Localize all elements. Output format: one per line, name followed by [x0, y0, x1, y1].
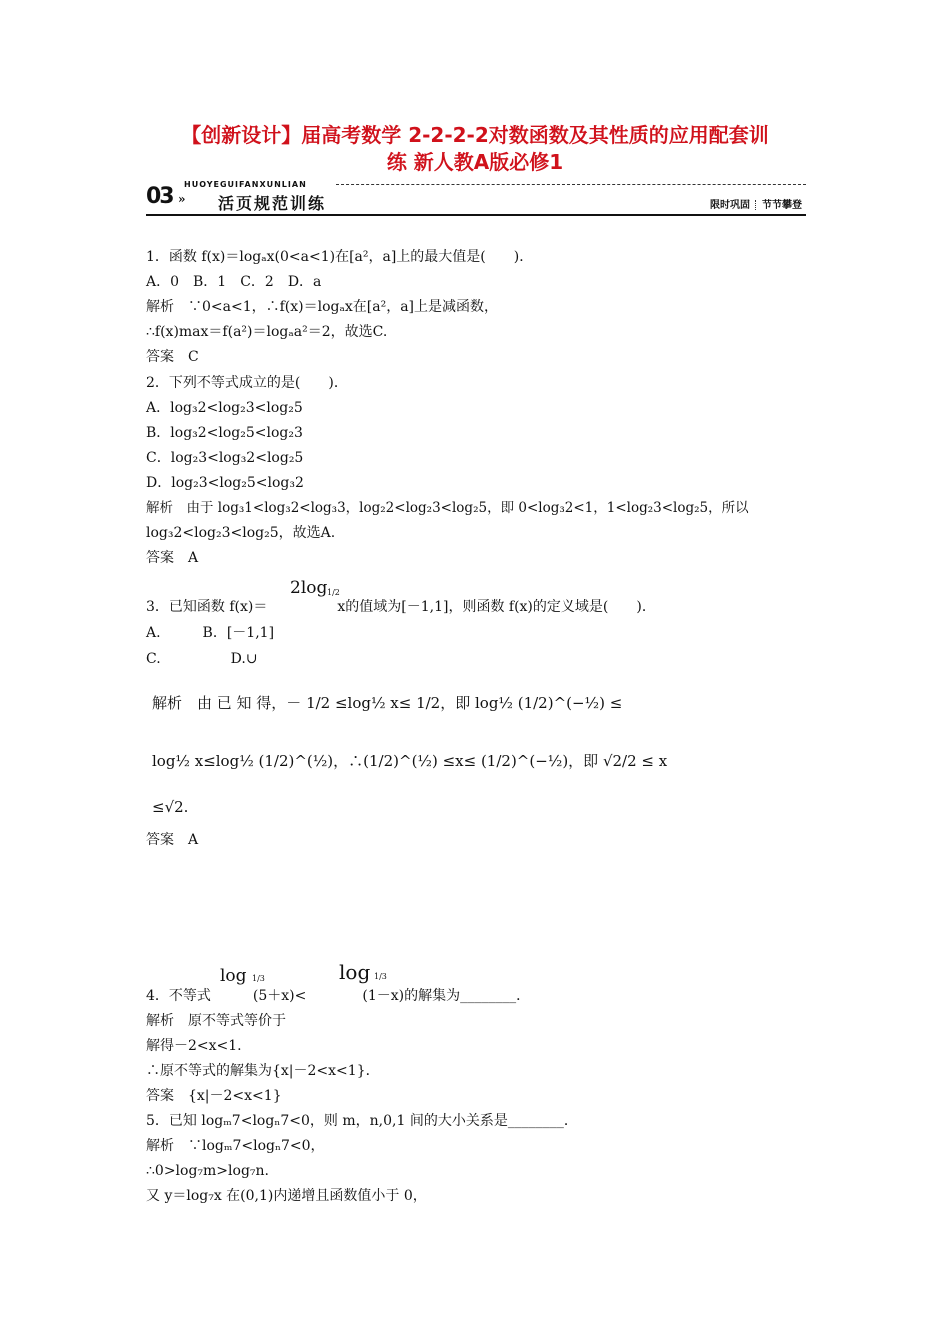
- q3-solution-3: ≤√2.: [152, 798, 189, 816]
- q4-log-1: log: [220, 966, 247, 986]
- q4-log-2-base: 1/3: [374, 972, 387, 981]
- q3-options-cd: C. D.∪: [146, 651, 258, 667]
- q3-log-top: 2log: [290, 578, 328, 598]
- q2-solution: 解析 由于 log₃1<log₃2<log₃3，log₂2<log₂3<log₂5，即 0<log₃2<1，1<log₂3<log₂5，所以: [146, 500, 749, 516]
- banner-number: 03: [146, 184, 173, 209]
- banner-pinyin: HUOYEGUIFANXUNLIAN: [184, 180, 307, 189]
- q2-answer: 答案 A: [146, 550, 199, 566]
- q5-text: 5．已知 logₘ7<logₙ7<0，则 m，n,0,1 间的大小关系是________．: [146, 1113, 578, 1129]
- banner-right-a: 限时巩固: [710, 200, 750, 211]
- double-chevron-icon: »: [178, 192, 186, 206]
- title-line-2: 练 新人教A版必修1: [386, 150, 564, 174]
- q3-text: 3．已知函数 f(x)＝ x的值域为[－1,1]，则函数 f(x)的定义域是( )．: [146, 599, 656, 615]
- q4-solution-3: ∴原不等式的解集为{x|－2<x<1}．: [146, 1063, 380, 1079]
- q1-solution: 解析 ∵0<a<1，∴f(x)＝logₐx在[a²，a]上是减函数，: [146, 299, 499, 315]
- q5-solution-3: 又 y＝log₇x 在(0,1)内递增且函数值小于 0，: [146, 1188, 427, 1204]
- q4-text: 4．不等式 (5＋x)< (1－x)的解集为________．: [146, 988, 531, 1004]
- section-banner: [146, 180, 806, 218]
- q4-answer: 答案 {x|－2<x<1}: [146, 1088, 282, 1104]
- q1-answer: 答案 C: [146, 349, 199, 365]
- q1-solution-2: ∴f(x)max＝f(a²)＝logₐa²＝2，故选C.: [146, 324, 388, 340]
- q2-option-a: A．log₃2<log₂3<log₂5: [146, 400, 303, 416]
- banner-rule: [146, 214, 806, 216]
- q3-solution-1: 解析 由 已 知 得，－ 1/2 ≤log½ x≤ 1/2，即 log½ (1/2)^(−½) ≤: [152, 694, 623, 712]
- q2-option-d: D．log₂3<log₂5<log₃2: [146, 475, 304, 491]
- q5-solution-2: ∴0>log₇m>log₇n.: [146, 1163, 269, 1179]
- q4-solution-2: 解得－2<x<1.: [146, 1038, 242, 1054]
- q2-text: 2．下列不等式成立的是( )．: [146, 375, 348, 391]
- q1-options: A．0 B．1 C．2 D．a: [146, 274, 322, 290]
- title-line-1: 【创新设计】届高考数学 2-2-2-2对数函数及其性质的应用配套训: [181, 123, 769, 147]
- banner-label: 活页规范训练: [218, 194, 327, 213]
- banner-dashed-rule: [336, 184, 806, 185]
- q4-log-2: log: [339, 960, 371, 984]
- document-title: [130, 122, 820, 176]
- banner-separator: [755, 200, 757, 210]
- q3-options-ab: A. B．[－1,1]: [146, 625, 275, 641]
- q4-log-1-base: 1/3: [252, 974, 265, 983]
- q2-solution-2: log₃2<log₂3<log₂5，故选A.: [146, 525, 336, 541]
- q3-solution-2: log½ x≤log½ (1/2)^(½)，∴(1/2)^(½) ≤x≤ (1/2)^(−½)，即 √2/2 ≤ x: [152, 752, 668, 770]
- q3-log-base: 1/2: [327, 588, 340, 597]
- q3-answer: 答案 A: [146, 832, 199, 848]
- q2-option-c: C．log₂3<log₃2<log₂5: [146, 450, 304, 466]
- q5-solution: 解析 ∵logₘ7<logₙ7<0，: [146, 1138, 325, 1154]
- banner-right-b: 节节攀登: [762, 200, 802, 211]
- q4-solution: 解析 原不等式等价于: [146, 1013, 286, 1029]
- q2-option-b: B．log₃2<log₂5<log₂3: [146, 425, 303, 441]
- banner-right-tag: [710, 196, 802, 211]
- q1-text: 1．函数 f(x)＝logₐx(0<a<1)在[a²，a]上的最大值是( )．: [146, 249, 534, 265]
